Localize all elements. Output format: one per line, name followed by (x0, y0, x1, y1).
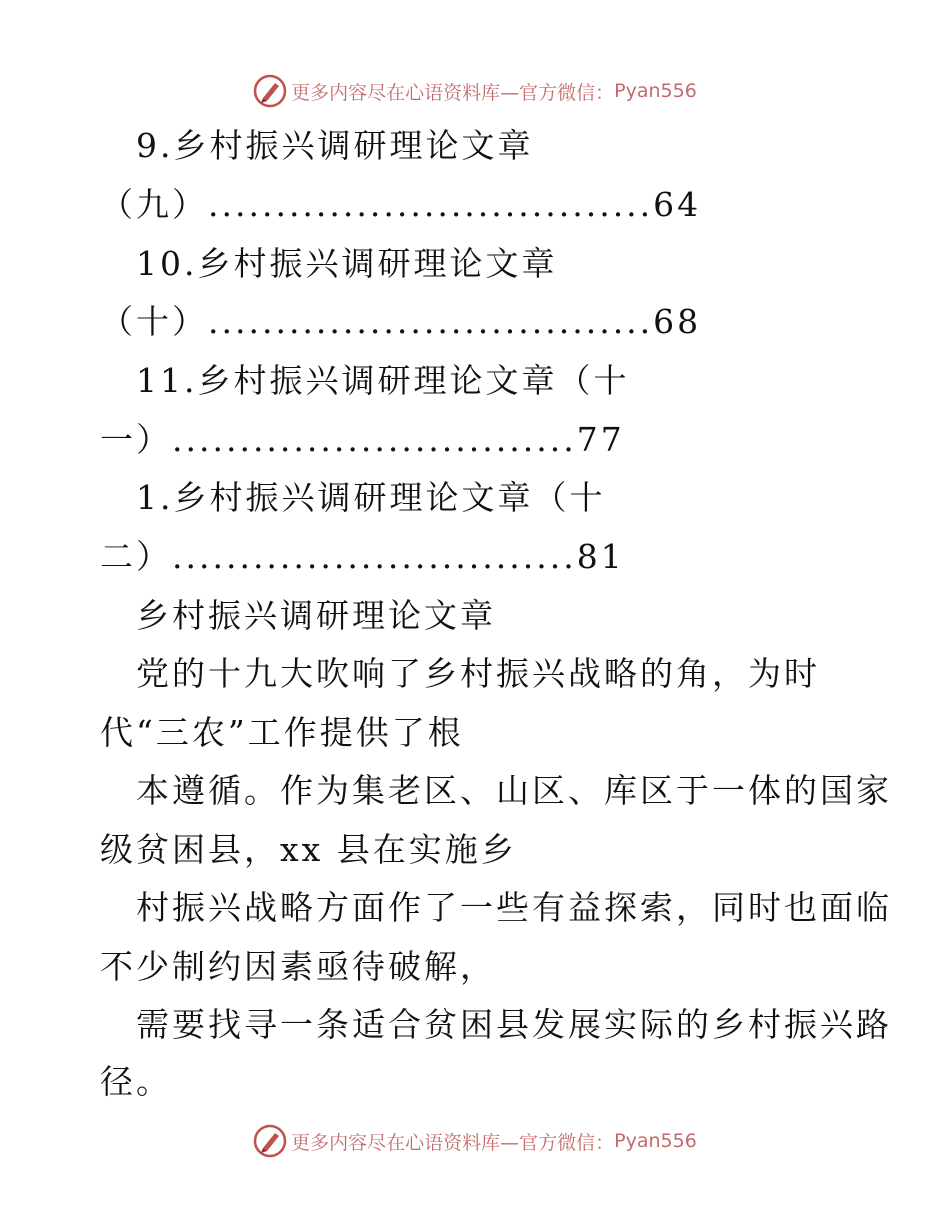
toc-entry-9-page[interactable]: （九）.................................64 (100, 185, 702, 224)
watermark-text: 更多内容尽在心语资料库—官方微信： (291, 81, 615, 104)
article-line: 本遵循。作为集老区、山区、库区于一体的国家 (136, 771, 892, 810)
toc-entry-11-page[interactable]: 一）..............................77 (100, 420, 625, 459)
pen-logo-icon (253, 74, 287, 108)
article-line: 级贫困县，xx 县在实施乡 (100, 830, 517, 869)
article-line: 代“三农”工作提供了根 (100, 713, 464, 752)
toc-entry-10-title[interactable]: 10.乡村振兴调研理论文章 (136, 244, 558, 283)
article-heading: 乡村振兴调研理论文章 (136, 596, 496, 635)
article-line: 村振兴战略方面作了一些有益探索，同时也面临 (136, 888, 892, 927)
article-line: 径。 (100, 1062, 172, 1101)
article-line: 不少制约因素亟待破解， (100, 947, 496, 986)
toc-entry-11-title[interactable]: 11.乡村振兴调研理论文章（十 (136, 361, 630, 400)
pen-logo-icon (253, 1124, 287, 1158)
toc-entry-10-page[interactable]: （十）.................................68 (100, 302, 702, 341)
footer-watermark (0, 1121, 950, 1161)
toc-entry-9-title[interactable]: 9.乡村振兴调研理论文章 (136, 126, 534, 165)
watermark-wechat-id: Pyan556 (614, 80, 697, 102)
watermark-wechat-id: Pyan556 (614, 1130, 697, 1152)
toc-entry-12-page[interactable]: 二）..............................81 (100, 537, 625, 576)
watermark-text: 更多内容尽在心语资料库—官方微信： (291, 1131, 615, 1154)
article-line: 需要找寻一条适合贫困县发展实际的乡村振兴路 (136, 1005, 892, 1044)
article-line: 党的十九大吹响了乡村振兴战略的角，为时 (136, 654, 820, 693)
header-watermark (0, 71, 950, 111)
toc-entry-12-title[interactable]: 1.乡村振兴调研理论文章（十 (136, 478, 606, 517)
